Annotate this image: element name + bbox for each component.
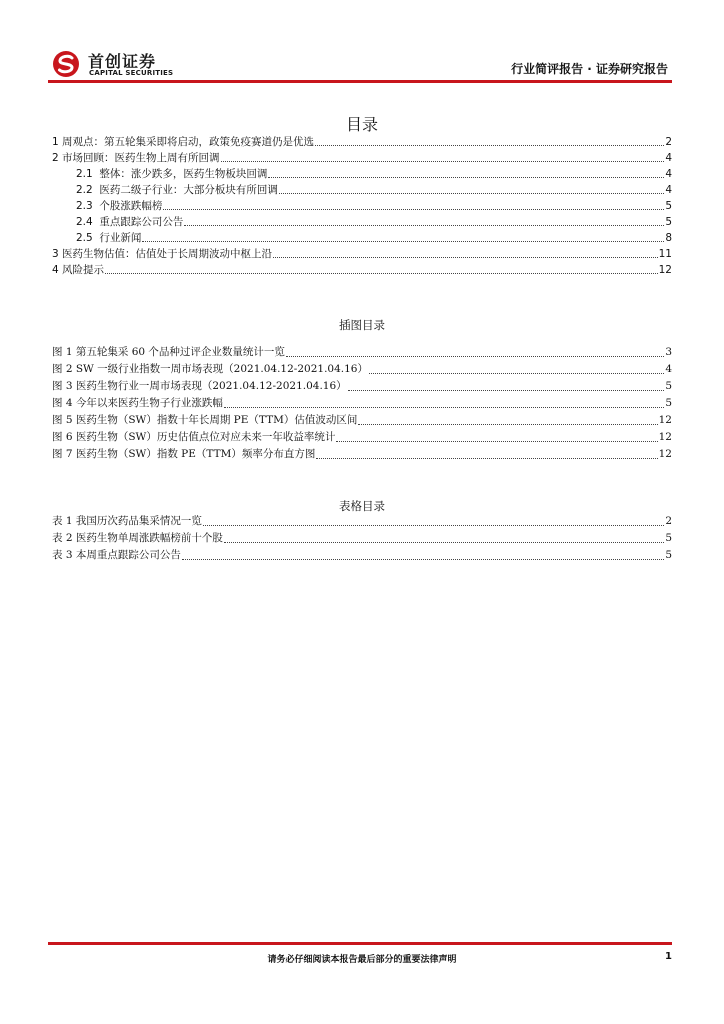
leader-dots	[203, 525, 664, 526]
toc-item-number: 2.4	[76, 216, 93, 228]
figure-entry-page: 4	[665, 363, 672, 375]
footer-divider	[48, 942, 672, 945]
toc-item-number: 2.2	[76, 184, 93, 196]
toc-item-number: 2.5	[76, 232, 93, 244]
toc-item-page: 4	[665, 152, 672, 164]
toc-item-text: 个股涨跌幅榜	[99, 200, 163, 212]
report-type: 行业简评报告 · 证券研究报告	[511, 62, 668, 76]
figure-entry[interactable]	[52, 378, 672, 395]
toc-subitem[interactable]	[52, 230, 672, 246]
toc-item-page: 4	[665, 184, 672, 196]
figures-list-title: 插图目录	[339, 318, 385, 332]
toc-item-page: 11	[658, 248, 672, 260]
toc-item[interactable]	[52, 150, 672, 166]
leader-dots	[315, 145, 664, 146]
toc-item-page: 5	[665, 216, 672, 228]
toc-item-text: 市场回顾：医药生物上周有所回调	[62, 152, 220, 164]
leader-dots	[279, 193, 664, 194]
toc-item[interactable]	[52, 262, 672, 278]
toc-item-text: 周观点：第五轮集采即将启动，政策免疫赛道仍是优选	[62, 136, 315, 148]
toc-subitem[interactable]	[52, 214, 672, 230]
figure-entry[interactable]	[52, 412, 672, 429]
figure-entry-label: 图 5 医药生物（SW）指数十年长周期 PE（TTM）估值波动区间	[52, 414, 358, 426]
logo-english-name: CAPITAL SECURITIES	[89, 69, 174, 77]
table-entry-page: 5	[665, 532, 672, 544]
table-entry[interactable]	[52, 513, 672, 530]
figure-entry[interactable]	[52, 429, 672, 446]
figure-entry-label: 图 1 第五轮集采 60 个品种过评企业数量统计一览	[52, 346, 285, 358]
toc-item-number: 2.1	[76, 168, 93, 180]
toc-item-page: 4	[665, 168, 672, 180]
leader-dots	[105, 273, 658, 274]
table-of-contents	[52, 134, 672, 278]
leader-dots	[358, 424, 657, 425]
legal-disclaimer-note: 请务必仔细阅读本报告最后部分的重要法律声明	[267, 955, 457, 965]
toc-item-text: 医药二级子行业：大部分板块有所回调	[99, 184, 278, 196]
figure-entry[interactable]	[52, 361, 672, 378]
leader-dots	[163, 209, 664, 210]
figure-entry[interactable]	[52, 344, 672, 361]
figure-entry-label: 图 2 SW 一级行业指数一周市场表现（2021.04.12-2021.04.16）	[52, 363, 368, 375]
toc-title: 目录	[345, 115, 378, 134]
toc-item-number: 3	[52, 248, 59, 260]
leader-dots	[182, 559, 664, 560]
toc-item-text: 风险提示	[62, 264, 105, 276]
table-entry-label: 表 2 医药生物单周涨跌幅榜前十个股	[52, 532, 223, 544]
page-header	[52, 48, 672, 84]
figure-entry[interactable]	[52, 395, 672, 412]
toc-item-number: 1	[52, 136, 59, 148]
table-entry-page: 5	[665, 549, 672, 561]
capital-securities-logo-icon	[52, 50, 80, 78]
table-entry[interactable]	[52, 547, 672, 564]
figure-entry-label: 图 3 医药生物行业一周市场表现（2021.04.12-2021.04.16）	[52, 380, 347, 392]
leader-dots	[142, 241, 664, 242]
figure-entry[interactable]	[52, 446, 672, 463]
toc-item[interactable]	[52, 134, 672, 150]
figure-entry-page: 12	[658, 414, 672, 426]
toc-item-text: 行业新闻	[99, 232, 142, 244]
toc-item-page: 12	[658, 264, 672, 276]
toc-item-page: 2	[665, 136, 672, 148]
toc-item-text: 整体：涨少跌多，医药生物板块回调	[99, 168, 268, 180]
figures-list	[52, 344, 672, 463]
toc-item[interactable]	[52, 246, 672, 262]
figure-entry-label: 图 4 今年以来医药生物子行业涨跌幅	[52, 397, 223, 409]
leader-dots	[221, 161, 665, 162]
leader-dots	[268, 177, 664, 178]
figure-entry-label: 图 6 医药生物（SW）历史估值点位对应未来一年收益率统计	[52, 431, 336, 443]
figure-entry-page: 3	[665, 346, 672, 358]
table-entry-page: 2	[665, 515, 672, 527]
figure-entry-page: 12	[658, 431, 672, 443]
page-number: 1	[665, 951, 672, 962]
tables-list-title: 表格目录	[339, 499, 385, 513]
leader-dots	[348, 390, 665, 391]
logo-chinese-name: 首创证券	[88, 52, 157, 71]
leader-dots	[224, 407, 664, 408]
toc-item-number: 2.3	[76, 200, 93, 212]
toc-subitem[interactable]	[52, 198, 672, 214]
header-divider	[48, 80, 672, 83]
leader-dots	[286, 356, 664, 357]
toc-item-page: 5	[665, 200, 672, 212]
leader-dots	[369, 373, 664, 374]
figure-entry-page: 5	[665, 380, 672, 392]
leader-dots	[336, 441, 657, 442]
tables-list	[52, 513, 672, 564]
table-entry[interactable]	[52, 530, 672, 547]
company-logo	[52, 48, 182, 82]
table-entry-label: 表 3 本周重点跟踪公司公告	[52, 549, 181, 561]
figure-entry-label: 图 7 医药生物（SW）指数 PE（TTM）频率分布直方图	[52, 448, 316, 460]
leader-dots	[224, 542, 664, 543]
leader-dots	[184, 225, 664, 226]
figure-entry-page: 12	[658, 448, 672, 460]
leader-dots	[273, 257, 658, 258]
leader-dots	[316, 458, 657, 459]
toc-item-text: 医药生物估值：估值处于长周期波动中枢上沿	[62, 248, 273, 260]
toc-item-page: 8	[665, 232, 672, 244]
toc-subitem[interactable]	[52, 166, 672, 182]
toc-subitem[interactable]	[52, 182, 672, 198]
table-entry-label: 表 1 我国历次药品集采情况一览	[52, 515, 202, 527]
toc-item-text: 重点跟踪公司公告	[99, 216, 184, 228]
figure-entry-page: 5	[665, 397, 672, 409]
toc-item-number: 2	[52, 152, 59, 164]
toc-item-number: 4	[52, 264, 59, 276]
